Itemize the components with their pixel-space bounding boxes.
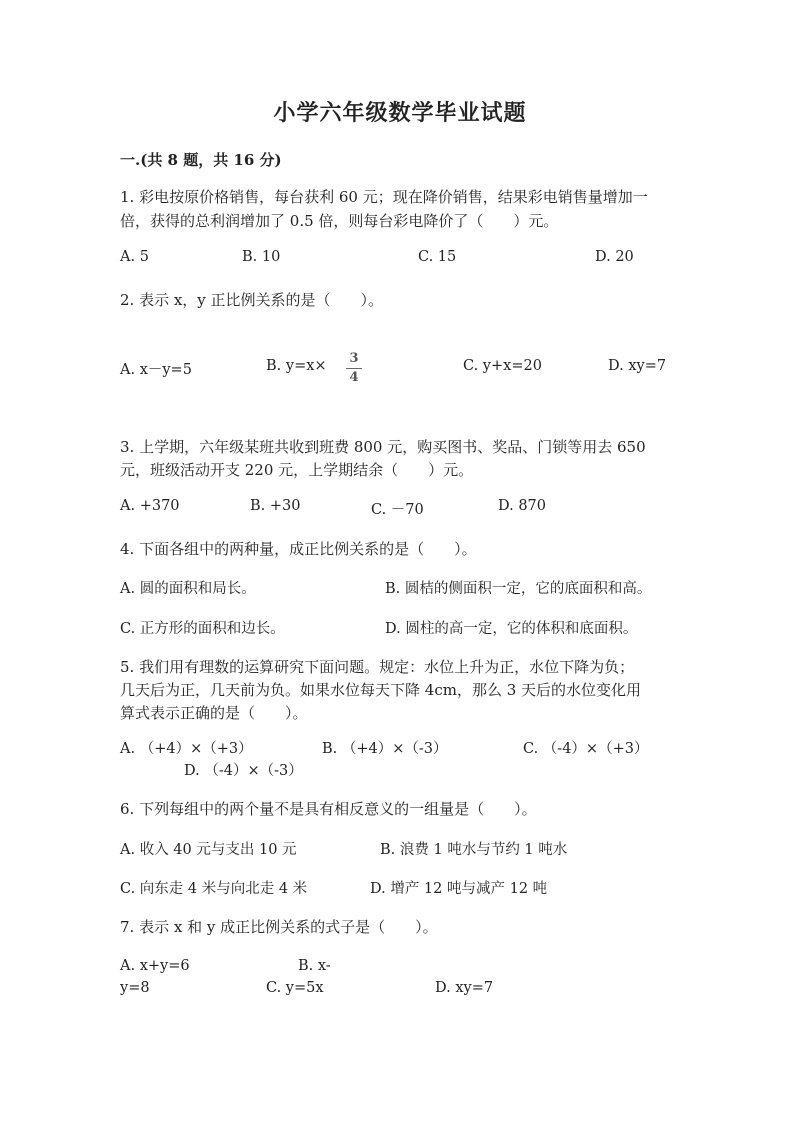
- question-5-option-a: A. （+4）×（+3）: [120, 741, 253, 757]
- fraction-numerator: 3: [349, 351, 359, 366]
- question-1-option-c: C. 15: [418, 249, 457, 265]
- question-3-option-b: B. +30: [250, 498, 301, 514]
- question-3-option-d: D. 870: [498, 498, 547, 514]
- question-4-option-b: B. 圆桔的侧面积一定，它的底面积和高。: [385, 581, 652, 597]
- question-1-line-2: 倍，获得的总利润增加了 0.5 倍，则每台彩电降价了（ ）元。: [120, 212, 559, 230]
- question-2-option-d: D. xy=7: [608, 358, 667, 374]
- question-4-option-a: A. 圆的面积和局长。: [120, 581, 256, 597]
- question-6-stem: 6. 下列每组中的两个量不是具有相反意义的一组量是（ ）。: [120, 800, 537, 818]
- question-3-line-2: 元，班级活动开支 220 元，上学期结余（ ）元。: [120, 461, 474, 479]
- question-3-option-c: C. －70: [371, 502, 424, 518]
- question-3-option-a: A. +370: [120, 498, 180, 514]
- question-6-option-a: A. 收入 40 元与支出 10 元: [120, 842, 297, 858]
- question-4-option-c: C. 正方形的面积和边长。: [120, 621, 285, 637]
- question-7-option-c: C. y=5x: [266, 980, 324, 996]
- fraction-bar: [346, 368, 362, 369]
- question-5-line-3: 算式表示正确的是（ ）。: [120, 704, 308, 722]
- question-2-option-b: B. y=x×: [266, 358, 327, 374]
- question-4-stem: 4. 下面各组中的两种量，成正比例关系的是（ ）。: [120, 540, 477, 558]
- question-5-line-2: 几天后为正，几天前为负。如果水位每天下降 4cm，那么 3 天后的水位变化用: [120, 681, 642, 699]
- question-7-option-b: B. x-: [298, 958, 331, 974]
- question-6-option-d: D. 增产 12 吨与减产 12 吨: [370, 881, 548, 897]
- page-title: 小学六年级数学毕业试题: [273, 100, 527, 126]
- question-1-option-b: B. 10: [242, 249, 281, 265]
- question-4-option-d: D. 圆柱的高一定，它的体积和底面积。: [385, 621, 638, 637]
- question-6-option-b: B. 浪费 1 吨水与节约 1 吨水: [380, 842, 568, 858]
- section-heading: 一.(共 8 题，共 16 分): [120, 151, 282, 169]
- question-2-stem: 2. 表示 x，y 正比例关系的是（ ）。: [120, 291, 384, 309]
- question-6-option-c: C. 向东走 4 米与向北走 4 米: [120, 881, 308, 897]
- question-1-option-a: A. 5: [120, 249, 149, 265]
- question-5-line-1: 5. 我们用有理数的运算研究下面问题。规定：水位上升为正，水位下降为负；: [120, 658, 635, 676]
- question-2-option-c: C. y+x=20: [463, 358, 542, 374]
- question-7-stem: 7. 表示 x 和 y 成正比例关系的式子是（ ）。: [120, 918, 438, 936]
- question-5-option-b: B. （+4）×（-3）: [322, 741, 448, 757]
- question-7-option-b-continued: y=8: [120, 980, 150, 996]
- question-7-option-a: A. x+y=6: [120, 958, 190, 974]
- question-7-option-d: D. xy=7: [435, 980, 494, 996]
- question-5-option-c: C. （-4）×（+3）: [523, 741, 649, 757]
- question-1-line-1: 1. 彩电按原价格销售，每台获利 60 元；现在降价销售，结果彩电销售量增加一: [120, 188, 648, 206]
- fraction-three-quarters: [343, 352, 365, 385]
- question-2-option-a: A. x－y=5: [120, 362, 192, 378]
- question-3-line-1: 3. 上学期，六年级某班共收到班费 800 元，购买图书、奖品、门锁等用去 650: [120, 438, 646, 456]
- question-5-option-d: D. （-4）×（-3）: [184, 763, 303, 779]
- fraction-denominator: 4: [349, 370, 359, 385]
- question-1-option-d: D. 20: [595, 249, 634, 265]
